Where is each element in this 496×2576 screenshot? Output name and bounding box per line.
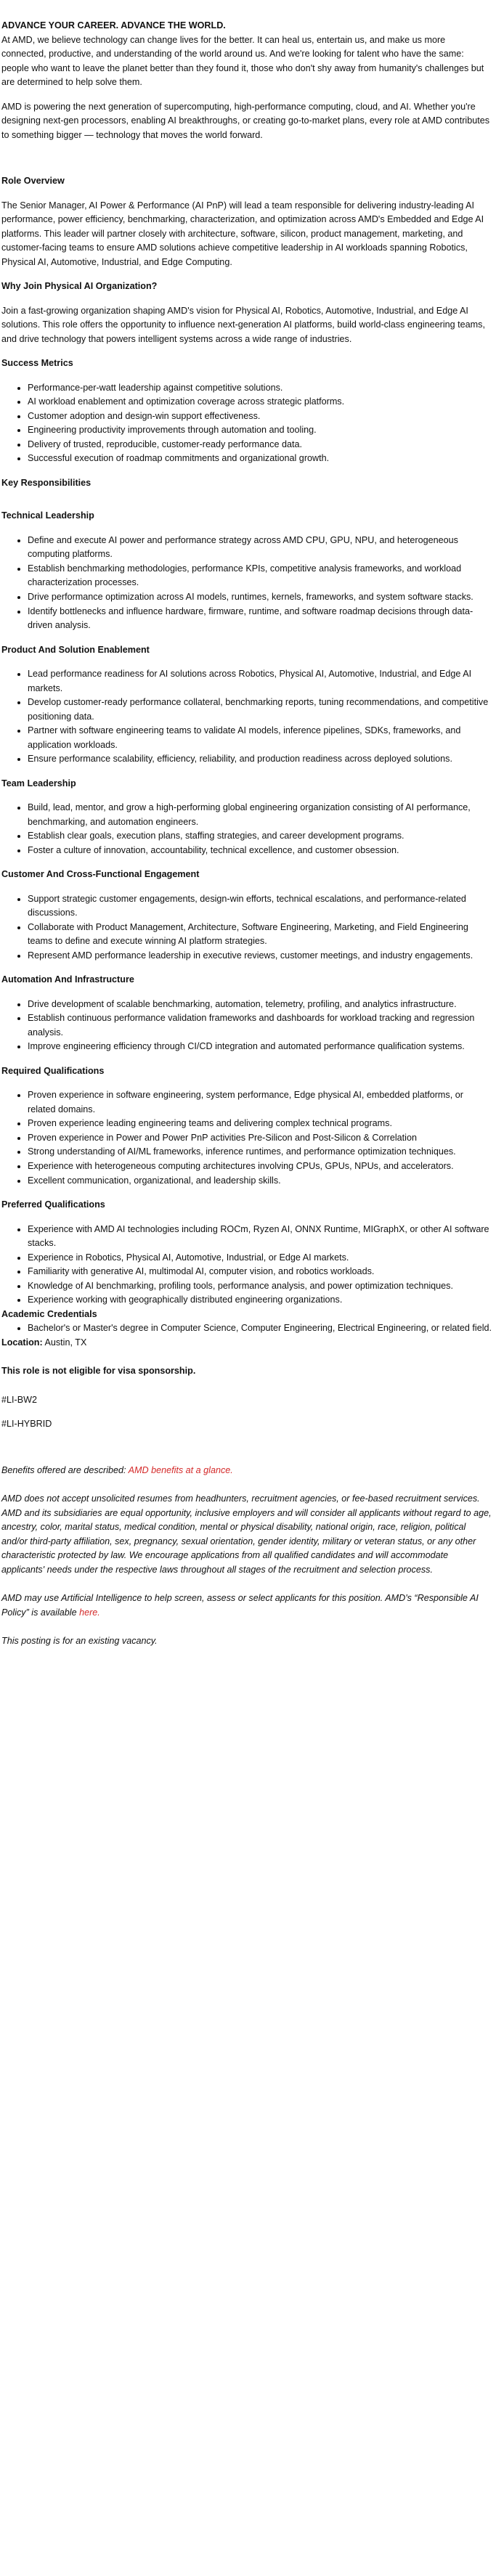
- list-item: • Successful execution of roadmap commitments and organizational growth.: [28, 452, 492, 466]
- role-overview-title: Role Overview: [1, 176, 65, 187]
- list-item: • Delivery of trusted, reproducible, customer-ready performance data.: [28, 438, 492, 452]
- team-leadership-list: [0, 801, 492, 857]
- team-leadership-title: Team Leadership: [1, 778, 76, 788]
- job-description: [0, 19, 496, 1649]
- location: [1, 1336, 492, 1350]
- list-item: • Experience working with geographically distributed engineering organizations.: [28, 1293, 492, 1308]
- why-join-text: Join a fast-growing organization shaping AMD's vision for Physical AI, Robotics, Automotive, Industrial, and Edge AI solutions. This role offers the opportunity to influence next-generation AI platforms, build world-class engineering teams, and drive technology that powers intelligent systems across a wide range of industries.: [1, 305, 485, 344]
- success-metrics-list: [0, 381, 492, 466]
- list-item: • Establish clear goals, execution plans, staffing strategies, and career development programs.: [28, 829, 492, 844]
- list-item: • Ensure performance scalability, efficiency, reliability, and production readiness across deployed solutions.: [28, 752, 492, 767]
- success-metrics-title: Success Metrics: [1, 358, 73, 369]
- list-item: • Establish continuous performance validation frameworks and dashboards for workload tracking and regression analysis.: [28, 1011, 492, 1040]
- automation-title: Automation And Infrastructure: [1, 974, 134, 985]
- ai-policy-link[interactable]: here.: [79, 1607, 100, 1618]
- list-item: • Identify bottlenecks and influence hardware, firmware, runtime, and software roadmap decisions through data-driven analysis.: [28, 605, 492, 633]
- automation-list: [0, 998, 492, 1054]
- eeo-statement: AMD does not accept unsolicited resumes from headhunters, recruitment agencies, or fee-based recruitment services. AMD and its subsidiaries are equal opportunity, inclusive employers and will consider all applicants without regard to age, ancestry, color, marital status, medical condition, mental or physical disability, national origin, race, religion, political and/or third-party affiliation, sex, pregnancy, sexual orientation, gender identity, military or veteran status, or any other characteristic protected by law. We encourage applications from all qualified candidates and will accommodate applicants' needs under the respective laws throughout all stages of the recruitment and selection process.: [1, 1493, 492, 1575]
- list-item: • Partner with software engineering teams to validate AI models, inference pipelines, SDKs, frameworks, and application workloads.: [28, 724, 492, 752]
- benefits-text: Benefits offered are described:: [1, 1464, 126, 1475]
- ai-policy-statement: [1, 1591, 492, 1620]
- visa-notice: This role is not eligible for visa sponsorship.: [1, 1366, 196, 1377]
- list-item: • Foster a culture of innovation, accountability, technical excellence, and customer obsession.: [28, 844, 492, 858]
- list-item: • Drive development of scalable benchmarking, automation, telemetry, profiling, and analytics infrastructure.: [28, 998, 492, 1012]
- ai-policy-text: AMD may use Artificial Intelligence to help screen, assess or select applicants for this position. AMD's “Responsible AI Policy” is available: [1, 1593, 479, 1618]
- tag-li-hybrid: #LI-HYBRID: [1, 1419, 52, 1430]
- list-item: • Proven experience in Power and Power PnP activities Pre-Silicon and Post-Silicon & Correlation: [28, 1131, 492, 1146]
- technical-leadership-title: Technical Leadership: [1, 510, 94, 521]
- benefits-link[interactable]: AMD benefits at a glance.: [128, 1464, 233, 1475]
- required-qualifications-list: [0, 1088, 492, 1188]
- technical-leadership-list: [0, 534, 492, 633]
- list-item: • Experience in Robotics, Physical AI, Automotive, Industrial, or Edge AI markets.: [28, 1251, 492, 1265]
- list-item: • AI workload enablement and optimization coverage across strategic platforms.: [28, 395, 492, 409]
- academic-credentials-title: Academic Credentials: [1, 1308, 97, 1319]
- location-label: Location:: [1, 1337, 43, 1348]
- intro-paragraph-2: AMD is powering the next generation of supercomputing, high-performance computing, cloud, and AI. Whether you're designing next-gen processors, enabling AI breakthroughs, or creating go-to-market plans, every role at AMD contributes to something bigger — technology that moves the world forward.: [1, 101, 490, 140]
- list-item: • Proven experience in software engineering, system performance, Edge physical AI, embedded platforms, or related domains.: [28, 1088, 492, 1117]
- list-item: • Experience with AMD AI technologies including ROCm, Ryzen AI, ONNX Runtime, MIGraphX, or other AI software stacks.: [28, 1223, 492, 1251]
- list-item: • Familiarity with generative AI, multimodal AI, computer vision, and robotics workloads.: [28, 1265, 492, 1279]
- academic-credentials-list: [0, 1321, 492, 1336]
- product-enablement-list: [0, 667, 492, 767]
- list-item: • Represent AMD performance leadership in executive reviews, customer meetings, and industry engagements.: [28, 949, 492, 963]
- location-value: Austin, TX: [44, 1337, 87, 1348]
- key-responsibilities-title: Key Responsibilities: [1, 477, 92, 488]
- list-item: • Bachelor's or Master's degree in Computer Science, Computer Engineering, Electrical Engineering, or related field.: [28, 1321, 492, 1336]
- list-item: • Excellent communication, organizational, and leadership skills.: [28, 1174, 492, 1189]
- list-item: • Engineering productivity improvements through automation and tooling.: [28, 423, 492, 438]
- list-item: • Support strategic customer engagements, design-win efforts, technical escalations, and performance-related discussions.: [28, 892, 492, 921]
- required-qualifications-title: Required Qualifications: [1, 1065, 105, 1076]
- preferred-qualifications-list: [0, 1223, 492, 1308]
- bottom-fade: [0, 2561, 496, 2576]
- intro-paragraph-1: At AMD, we believe technology can change lives for the better. It can heal us, entertain us, and make us more connected, productive, and understanding of the world around us. And we're looking for talent who have the same: people who want to leave the planet better than they found it, those who don't shy away from humanity's challenges but are determined to help solve them.: [1, 34, 484, 88]
- list-item: • Performance-per-watt leadership against competitive solutions.: [28, 381, 492, 396]
- benefits-line: [1, 1464, 492, 1478]
- list-item: • Collaborate with Product Management, Architecture, Software Engineering, Marketing, and Field Engineering teams to define and execute winning AI platform strategies.: [28, 921, 492, 949]
- list-item: • Lead performance readiness for AI solutions across Robotics, Physical AI, Automotive, Industrial, and Edge AI markets.: [28, 667, 492, 696]
- product-enablement-title: Product And Solution Enablement: [1, 644, 150, 655]
- list-item: • Experience with heterogeneous computing architectures involving CPUs, GPUs, NPUs, and accelerators.: [28, 1159, 492, 1174]
- list-item: • Drive performance optimization across AI models, runtimes, kernels, frameworks, and system software stacks.: [28, 590, 492, 605]
- list-item: • Define and execute AI power and performance strategy across AMD CPU, GPU, NPU, and heterogeneous computing platforms.: [28, 534, 492, 562]
- why-join-title: Why Join Physical AI Organization?: [1, 281, 158, 292]
- list-item: • Build, lead, mentor, and grow a high-performing global engineering organization consisting of AI performance, benchmarking, and automation engineers.: [28, 801, 492, 829]
- list-item: • Improve engineering efficiency through CI/CD integration and automated performance qualification systems.: [28, 1040, 492, 1054]
- customer-engagement-title: Customer And Cross-Functional Engagement: [1, 869, 200, 880]
- customer-engagement-list: [0, 892, 492, 963]
- list-item: • Strong understanding of AI/ML frameworks, inference runtimes, and performance optimization techniques.: [28, 1145, 492, 1159]
- list-item: • Customer adoption and design-win support effectiveness.: [28, 409, 492, 424]
- list-item: • Develop customer-ready performance collateral, benchmarking reports, tuning recommendations, and competitive positioning data.: [28, 696, 492, 724]
- list-item: • Establish benchmarking methodologies, performance KPIs, competitive analysis frameworks, and workload characterization processes.: [28, 562, 492, 590]
- posting-note: This posting is for an existing vacancy.: [1, 1636, 158, 1647]
- preferred-qualifications-title: Preferred Qualifications: [1, 1199, 105, 1210]
- role-overview-text: The Senior Manager, AI Power & Performance (AI PnP) will lead a team responsible for delivering industry-leading AI performance, power efficiency, benchmarking, characterization, and optimization across AMD's Embedded and Edge AI platforms. This leader will partner closely with architecture, software, silicon, product management, marketing, and customer-facing teams to ensure AMD solutions achieve competitive leadership in AI workloads spanning Robotics, Physical AI, Automotive, Industrial, and Edge Computing.: [1, 200, 484, 267]
- tag-li-bw2: #LI-BW2: [1, 1394, 37, 1405]
- headline: ADVANCE YOUR CAREER. ADVANCE THE WORLD.: [1, 20, 226, 30]
- list-item: • Proven experience leading engineering teams and delivering complex technical programs.: [28, 1117, 492, 1131]
- list-item: • Knowledge of AI benchmarking, profiling tools, performance analysis, and power optimization techniques.: [28, 1279, 492, 1294]
